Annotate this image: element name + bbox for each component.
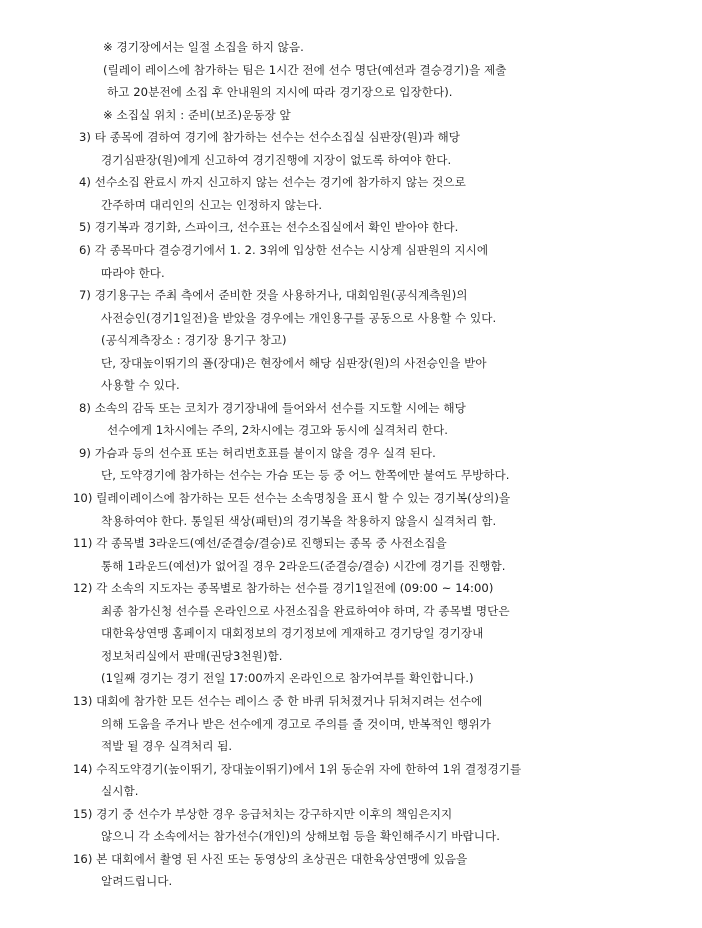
- text-line: 최종 참가신청 선수를 온라인으로 사전소집을 완료하여야 하며, 각 종목별 명단은: [101, 603, 510, 618]
- text-line: 실시함.: [101, 784, 139, 799]
- text-line: 3) 타 종목에 겸하여 경기에 참가하는 선수는 선수소집실 심판장(원)과 해당: [79, 130, 461, 145]
- text-line: 12) 각 소속의 지도자는 종목별로 참가하는 선수를 경기1일전에 (09:00 ~ 14:00): [73, 581, 494, 596]
- text-line: 15) 경기 중 선수가 부상한 경우 응급처치는 강구하지만 이후의 책임은지지: [73, 806, 453, 821]
- text-line: 단, 장대높이뛰기의 폴(장대)은 현장에서 해당 심판장(원)의 사전승인을 받아: [101, 355, 487, 370]
- text-line: 5) 경기복과 경기화, 스파이크, 선수표는 선수소집실에서 확인 받아야 한다.: [79, 220, 459, 235]
- text-line: 13) 대회에 참가한 모든 선수는 레이스 중 한 바퀴 뒤처졌거나 뒤쳐지려는 선수에: [73, 693, 483, 708]
- text-line: 착용하여야 한다. 통일된 색상(패턴)의 경기복을 착용하지 않을시 실격처리 함.: [101, 513, 497, 528]
- text-line: 간주하며 대리인의 신고는 인정하지 않는다.: [101, 197, 323, 212]
- text-line: 6) 각 종목마다 결승경기에서 1. 2. 3위에 입상한 선수는 시상계 심판원의 지시에: [79, 242, 489, 257]
- text-line: 적발 될 경우 실격처리 됨.: [101, 739, 233, 754]
- text-line: 의해 도움을 주거나 받은 선수에게 경고로 주의를 줄 것이며, 반복적인 행위가: [101, 716, 491, 731]
- text-line: ※ 경기장에서는 일절 소집을 하지 않음.: [103, 40, 304, 54]
- text-line: 통해 1라운드(예선)가 없어질 경우 2라운드(준결승/결승) 시간에 경기를 진행함.: [101, 558, 506, 573]
- text-line: 10) 릴레이레이스에 참가하는 모든 선수는 소속명칭을 표시 할 수 있는 경기복(상의)을: [73, 491, 511, 505]
- text-line: 선수에게 1차시에는 주의, 2차시에는 경고와 동시에 실격처리 한다.: [107, 423, 448, 438]
- text-line: (릴레이 레이스에 참가하는 팀은 1시간 전에 선수 명단(예선과 결승경기)을 제출: [103, 62, 507, 77]
- text-line: 따라야 한다.: [101, 265, 165, 280]
- text-line: 사전승인(경기1일전)을 받았을 경우에는 개인용구를 공동으로 사용할 수 있다.: [101, 310, 497, 325]
- text-line: 14) 수직도약경기(높이뛰기, 장대높이뛰기)에서 1위 동순위 자에 한하여 1위 결정경기를: [73, 761, 522, 776]
- text-line: 하고 20분전에 소집 후 안내원의 지시에 따라 경기장으로 입장한다).: [107, 85, 453, 100]
- text-line: 9) 가슴과 등의 선수표 또는 허리번호표를 붙이지 않을 경우 실격 된다.: [79, 445, 436, 460]
- text-line: ※ 소집실 위치 : 준비(보조)운동장 앞: [103, 107, 291, 122]
- text-line: 않으니 각 소속에서는 참가선수(개인)의 상해보험 등을 확인해주시기 바랍니다.: [101, 829, 501, 844]
- text-line: 알려드립니다.: [101, 874, 173, 889]
- text-line: 대한육상연맹 홈페이지 대회정보의 경기정보에 게재하고 경기당일 경기장내: [101, 626, 484, 641]
- text-line: (1일째 경기는 경기 전일 17:00까지 온라인으로 참가여부를 확인합니다.): [101, 671, 474, 686]
- text-line: 7) 경기용구는 주최 측에서 준비한 것을 사용하거나, 대회임원(공식계측원)의: [79, 288, 468, 303]
- text-line: 경기심판장(원)에게 신고하여 경기진행에 지장이 없도록 하여야 한다.: [101, 152, 452, 167]
- text-line: 단, 도약경기에 참가하는 선수는 가슴 또는 등 중 어느 한쪽에만 붙여도 무방하다.: [101, 468, 510, 483]
- text-line: 정보처리실에서 판매(권당3천원)함.: [101, 648, 283, 663]
- text-line: 사용할 수 있다.: [101, 378, 180, 393]
- text-line: 11) 각 종목별 3라운드(예선/준결승/결승)로 진행되는 종목 중 사전소집을: [73, 536, 447, 551]
- text-line: (공식계측장소 : 경기장 용기구 창고): [101, 333, 287, 348]
- text-line: 8) 소속의 감독 또는 코치가 경기장내에 들어와서 선수를 지도할 시에는 해당: [79, 400, 466, 415]
- text-line: 4) 선수소집 완료시 까지 신고하지 않는 선수는 경기에 참가하지 않는 것으로: [79, 175, 466, 190]
- text-line: 16) 본 대회에서 촬영 된 사진 또는 동영상의 초상권은 대한육상연맹에 있음을: [73, 851, 468, 866]
